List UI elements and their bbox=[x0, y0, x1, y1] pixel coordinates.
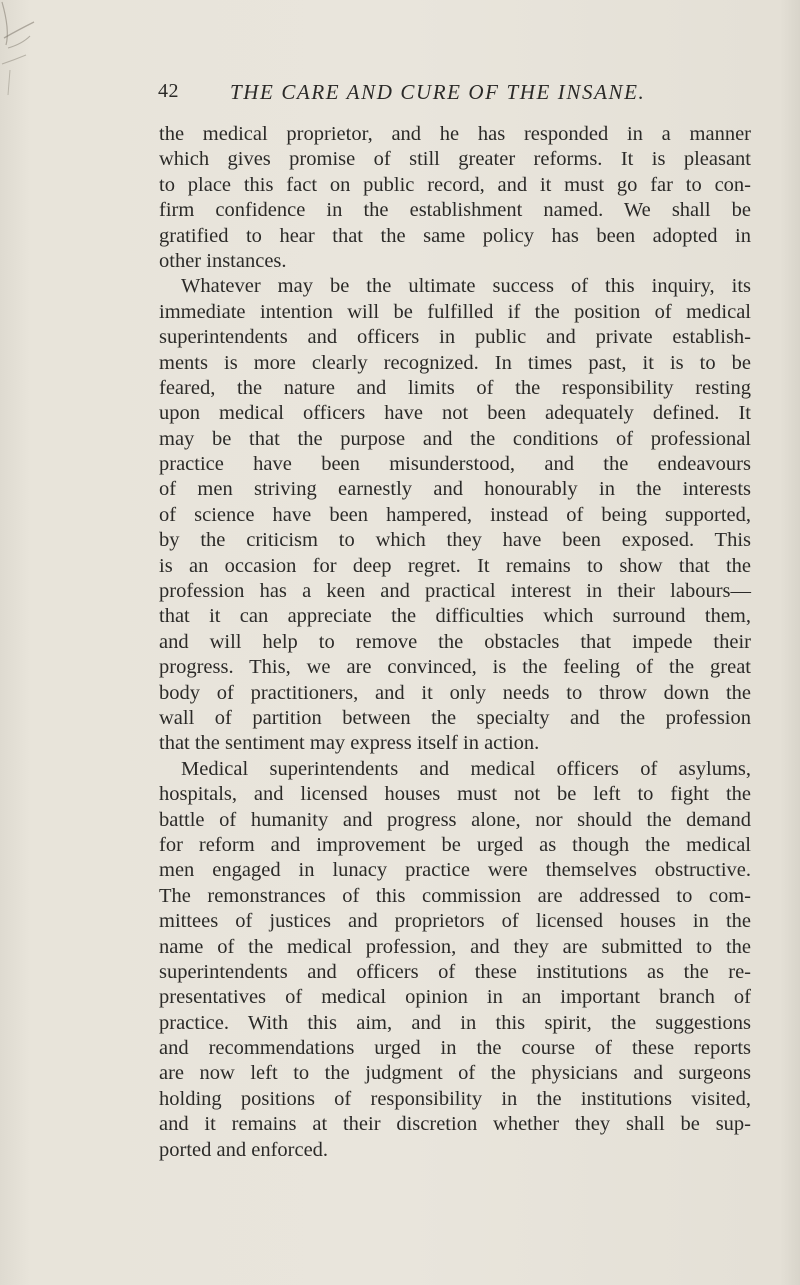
text-line: progress. This, we are convinced, is the feeling of the great bbox=[159, 656, 751, 679]
text-line: that the sentiment may express itself in action. bbox=[159, 732, 540, 755]
text-line: practice. With this aim, and in this spirit, the suggestions bbox=[159, 1011, 751, 1034]
text-line: gratified to hear that the same policy has been adopted in bbox=[159, 224, 751, 247]
text-line: The remonstrances of this commission are addressed to com- bbox=[159, 884, 751, 907]
running-header bbox=[158, 80, 758, 112]
text-line: body of practitioners, and it only needs to throw down the bbox=[159, 681, 751, 704]
page-number: 42 bbox=[158, 80, 179, 102]
text-line: to place this fact on public record, and it must go far to con- bbox=[159, 173, 751, 196]
text-line: superintendents and officers in public and private establish- bbox=[159, 326, 751, 349]
paragraph-start-line: Medical superintendents and medical officers of asylums, bbox=[181, 757, 751, 780]
text-line: ported and enforced. bbox=[159, 1138, 329, 1161]
text-line: of science have been hampered, instead of being supported, bbox=[159, 503, 751, 526]
text-line: for reform and improvement be urged as though the medical bbox=[159, 833, 751, 856]
text-line: is an occasion for deep regret. It remains to show that the bbox=[159, 554, 751, 577]
text-line: by the criticism to which they have been exposed. This bbox=[159, 529, 751, 552]
text-line: superintendents and officers of these institutions as the re- bbox=[159, 960, 751, 983]
text-line: firm confidence in the establishment named. We shall be bbox=[159, 199, 751, 222]
text-line: holding positions of responsibility in the institutions visited, bbox=[159, 1087, 751, 1110]
text-line: of men striving earnestly and honourably in the interests bbox=[159, 478, 751, 501]
text-line: ments is more clearly recognized. In times past, it is to be bbox=[159, 351, 751, 374]
body-text bbox=[159, 122, 751, 1163]
text-line: are now left to the judgment of the physicians and surgeons bbox=[159, 1062, 751, 1085]
text-line: profession has a keen and practical interest in their labours— bbox=[159, 580, 751, 603]
text-line: which gives promise of still greater reforms. It is pleasant bbox=[159, 148, 751, 171]
text-line: other instances. bbox=[159, 249, 287, 272]
text-line: wall of partition between the specialty and the profession bbox=[159, 706, 751, 729]
text-line: hospitals, and licensed houses must not be left to fight the bbox=[159, 783, 751, 806]
text-line: men engaged in lunacy practice were themselves obstructive. bbox=[159, 859, 751, 882]
text-line: the medical proprietor, and he has responded in a manner bbox=[159, 123, 751, 145]
text-line: name of the medical profession, and they are submitted to the bbox=[159, 935, 751, 958]
text-line: may be that the purpose and the conditions of professional bbox=[159, 427, 751, 450]
text-line: upon medical officers have not been adequately defined. It bbox=[159, 402, 751, 425]
paragraph-start-line: Whatever may be the ultimate success of this inquiry, its bbox=[181, 275, 751, 298]
text-line: and it remains at their discretion whether they shall be sup- bbox=[159, 1113, 751, 1136]
text-line: presentatives of medical opinion in an important branch of bbox=[159, 986, 751, 1009]
text-line: immediate intention will be fulfilled if the position of medical bbox=[159, 300, 751, 323]
text-line: mittees of justices and proprietors of licensed houses in the bbox=[159, 910, 751, 933]
text-line: and will help to remove the obstacles that impede their bbox=[159, 630, 751, 653]
running-title: THE CARE AND CURE OF THE INSANE. bbox=[230, 80, 646, 104]
text-line: feared, the nature and limits of the responsibility resting bbox=[159, 376, 751, 399]
text-line: battle of humanity and progress alone, nor should the demand bbox=[159, 808, 751, 831]
page-edge-pencil-mark bbox=[0, 0, 50, 110]
text-line: and recommendations urged in the course of these reports bbox=[159, 1037, 751, 1060]
text-line: practice have been misunderstood, and the endeavours bbox=[159, 453, 751, 476]
text-line: that it can appreciate the difficulties which surround them, bbox=[159, 605, 751, 628]
